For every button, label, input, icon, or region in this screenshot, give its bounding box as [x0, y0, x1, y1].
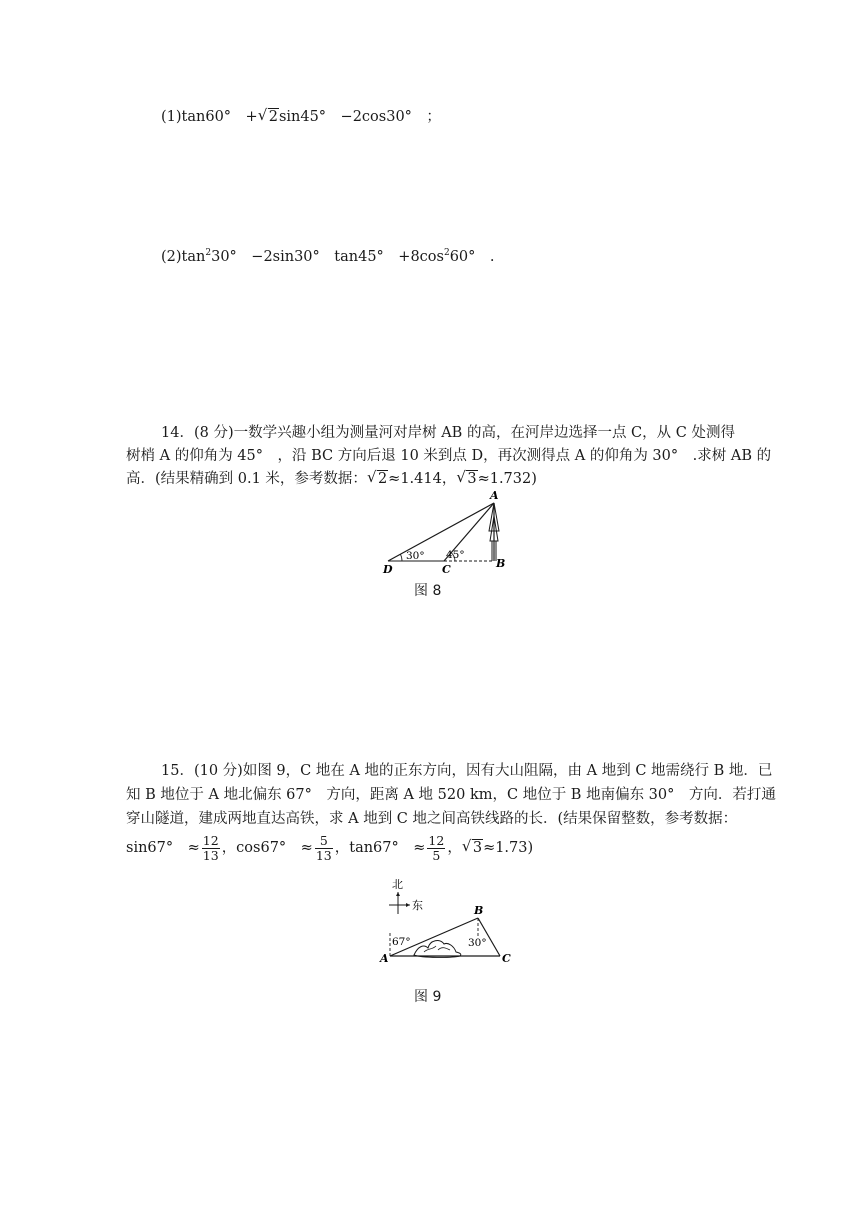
problem-15-line-1: 15．(10 分)如图 9，C 地在 A 地的正东方向，因有大山阻隔，由 A 地到 C 地需绕行 B 地．已 [161, 763, 773, 779]
angle-label-B: 30° [468, 937, 487, 949]
problem-15-line-3: 穿山隧道，建成两地直达高铁，求 A 地到 C 地之间高铁线路的长．(结果保留整数，参考数据： [126, 811, 738, 827]
compass-east-label: 东 [412, 899, 423, 912]
figure-9-caption: 图 9 [414, 989, 442, 1005]
problem-14-line-2: 树梢 A 的仰角为 45° ，沿 BC 方向后退 10 米到点 D，再次测得点 A 的仰角为 30° .求树 AB 的 [126, 448, 772, 464]
problem-14-line-3: 高．(结果精确到 0.1 米，参考数据：√ 2≈1.414，√ 3≈1.732) [126, 469, 537, 489]
point-label-B: B [496, 557, 506, 570]
angle-label-D: 30° [406, 550, 425, 562]
problem-15-line-2: 知 B 地位于 A 地北偏东 67° 方向，距离 A 地 520 km，C 地位于 B 地南偏东 30° 方向．若打通 [126, 787, 776, 803]
fraction-12-13: $\frac{12}{13}$ [202, 832, 219, 863]
fraction-5-13: $\frac{5}{13}$ [315, 832, 332, 863]
point-label-D: D [383, 563, 393, 576]
angle-label-C: 45° [446, 549, 465, 561]
point-label-C: C [442, 563, 451, 576]
angle-label-A: 67° [392, 936, 411, 948]
problem-13-part-2: $(2)\tan^230^\circ$ −2sin30° tan45° $+8\cos^260^\circ$ . [161, 248, 495, 265]
expr-text: sin45° −2cos30° ； [278, 109, 441, 125]
figure-9-diagram [372, 874, 522, 970]
figure-8-diagram [376, 486, 516, 578]
sqrt-symbol: √ 3 [457, 469, 477, 489]
sqrt-symbol: √ 3 [463, 828, 483, 868]
sight-line-DA [388, 503, 494, 561]
problem-15-line-4: sin67° ≈ $\frac{12}{13}$ ，cos67° ≈ $\frac{5}{13}$ ，tan67° ≈ $\frac{12}{5}$ ，√ 3≈1.73) [126, 828, 533, 868]
sqrt-symbol: √ 2 [368, 469, 388, 489]
point-label-C: C [502, 952, 511, 965]
point-label-A: A [380, 952, 389, 965]
point-label-B: B [474, 904, 484, 917]
figure-8-caption: 图 8 [414, 583, 442, 599]
compass-north-label: 北 [392, 878, 403, 891]
point-label-A: A [490, 489, 499, 502]
problem-14-line-1: 14．(8 分)一数学兴趣小组为测量河对岸树 AB 的高，在河岸边选择一点 C，从 C 处测得 [161, 425, 735, 441]
problem-13-part-1 [161, 107, 441, 127]
sqrt-symbol: √ 2 [259, 107, 279, 127]
expr-text: (1)tan60° + [161, 109, 258, 125]
fraction-12-5: $\frac{12}{5}$ [428, 832, 445, 863]
angle-arc-D [401, 554, 403, 561]
